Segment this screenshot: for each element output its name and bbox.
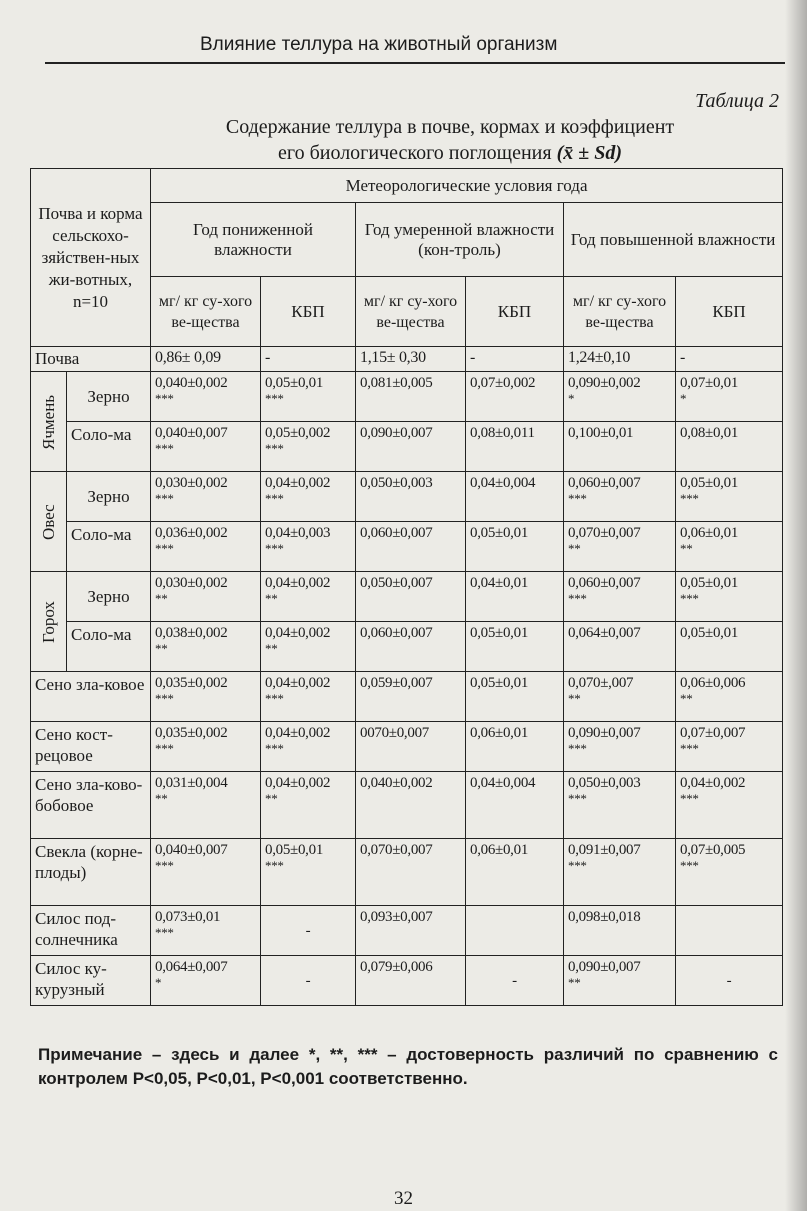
value-text: 0,100±0,01 (568, 425, 634, 441)
value-text: 0,098±0,018 (568, 909, 641, 925)
value-text: 0,070±0,007 (568, 525, 641, 541)
value-text: 0,040±0,007 (155, 425, 228, 441)
value-cell (466, 906, 564, 956)
significance-stars: *** (568, 491, 587, 506)
value-cell (151, 672, 261, 722)
significance-stars: ** (265, 591, 278, 606)
significance-stars: ** (265, 641, 278, 656)
table-label: Таблица 2 (695, 90, 779, 112)
significance-stars: ** (568, 541, 581, 556)
significance-stars: *** (680, 741, 699, 756)
value-cell (151, 956, 261, 1006)
value-text: 0,04±0,002 (265, 475, 331, 491)
value-cell (261, 906, 356, 956)
value-cell (466, 622, 564, 672)
value-cell (564, 372, 676, 422)
caption-formula: (x̄ ± Sd) (556, 142, 622, 164)
condition-moderate-humidity: Год умеренной влажности (кон-троль) (356, 203, 564, 277)
value-text: 0,070±,007 (568, 675, 634, 691)
value-cell (151, 347, 261, 372)
value-text: 0,04±0,002 (265, 575, 331, 591)
crop-group-name: Горох (38, 600, 58, 643)
col-mg-low: мг/ кг су-хого ве-щества (151, 277, 261, 347)
value-text: 0,04±0,002 (265, 675, 331, 691)
significance-stars: *** (155, 491, 174, 506)
significance-stars: *** (265, 691, 284, 706)
significance-stars: * (680, 391, 687, 406)
value-cell (564, 622, 676, 672)
value-cell (356, 372, 466, 422)
page-number: 32 (394, 1188, 413, 1209)
value-cell (466, 572, 564, 622)
significance-stars: *** (155, 391, 174, 406)
value-text: 0,050±0,007 (360, 575, 433, 591)
table-row (31, 772, 783, 839)
value-cell (261, 422, 356, 472)
table-row (31, 622, 783, 672)
value-text: 0,05±0,01 (680, 575, 739, 591)
value-cell (564, 772, 676, 839)
value-text: 0,030±0,002 (155, 575, 228, 591)
significance-stars: *** (155, 441, 174, 456)
value-text: 0,091±0,007 (568, 842, 641, 858)
value-cell (151, 722, 261, 772)
significance-stars: *** (265, 858, 284, 873)
value-cell (261, 372, 356, 422)
value-cell (261, 522, 356, 572)
value-cell (356, 906, 466, 956)
value-text: - (305, 922, 311, 939)
value-text: 0,07±0,002 (470, 375, 536, 391)
condition-high-humidity: Год повышенной влажности (564, 203, 783, 277)
value-text: 0,064±0,007 (155, 959, 228, 975)
value-text: 0,064±0,007 (568, 625, 641, 641)
value-text: 0,060±0,007 (360, 625, 433, 641)
row-label: Сено зла-ково-бобовое (31, 772, 151, 839)
value-text: 0,04±0,002 (265, 625, 331, 641)
value-text: 0,06±0,01 (680, 525, 739, 541)
table-row (31, 522, 783, 572)
condition-low-humidity: Год пониженной влажности (151, 203, 356, 277)
significance-stars: *** (568, 741, 587, 756)
value-cell (261, 672, 356, 722)
value-cell (261, 622, 356, 672)
row-label: Силос под-солнечника (31, 906, 151, 956)
value-text: 0,036±0,002 (155, 525, 228, 541)
significance-stars: *** (155, 741, 174, 756)
table-row (31, 472, 783, 522)
significance-stars: *** (265, 541, 284, 556)
col-mg-high: мг/ кг су-хого ве-щества (564, 277, 676, 347)
crop-group-label (31, 372, 67, 472)
value-cell (676, 722, 783, 772)
significance-stars: * (155, 975, 162, 990)
value-cell (356, 472, 466, 522)
row-label: Зерно (67, 572, 151, 622)
significance-stars: *** (680, 491, 699, 506)
row-label: Соло-ма (67, 622, 151, 672)
col-kbp-moderate: КБП (466, 277, 564, 347)
value-cell (676, 472, 783, 522)
value-cell (466, 347, 564, 372)
value-cell (261, 772, 356, 839)
value-cell (564, 347, 676, 372)
value-text: - (305, 972, 311, 989)
significance-stars: *** (680, 591, 699, 606)
value-cell (356, 839, 466, 906)
value-cell (151, 372, 261, 422)
value-cell (676, 372, 783, 422)
value-cell (356, 956, 466, 1006)
value-text: 0,05±0,002 (265, 425, 331, 441)
value-cell (261, 347, 356, 372)
value-text: 0,050±0,003 (360, 475, 433, 491)
value-cell (466, 839, 564, 906)
value-cell (466, 522, 564, 572)
col-kbp-high: КБП (676, 277, 783, 347)
value-text: 0,05±0,01 (265, 375, 324, 391)
value-text: 0,06±0,01 (470, 725, 529, 741)
value-cell (466, 956, 564, 1006)
value-cell (356, 347, 466, 372)
value-cell (676, 672, 783, 722)
value-cell (564, 906, 676, 956)
group-header: Метеорологические условия года (151, 169, 783, 203)
table-note: Примечание – здесь и далее *, **, *** – достоверность различий по сравнению с контролем P<0,05, P<0,01, P<0,001 соответственно. (38, 1045, 778, 1088)
value-cell (466, 472, 564, 522)
crop-group-name: Овес (38, 503, 58, 540)
value-cell (151, 772, 261, 839)
row-label: Сено зла-ковое (31, 672, 151, 722)
value-cell (261, 839, 356, 906)
value-text: 0,040±0,002 (360, 775, 433, 791)
significance-stars: *** (680, 858, 699, 873)
value-cell (356, 622, 466, 672)
significance-stars: *** (265, 391, 284, 406)
value-text: 0070±0,007 (360, 725, 429, 741)
value-text: 0,031±0,004 (155, 775, 228, 791)
value-text: 0,04±0,004 (470, 775, 536, 791)
significance-stars: *** (265, 741, 284, 756)
value-cell (466, 372, 564, 422)
value-text: 0,040±0,007 (155, 842, 228, 858)
row-soil (31, 347, 783, 372)
value-text: 0,04±0,002 (265, 725, 331, 741)
value-text: 0,04±0,004 (470, 475, 536, 491)
significance-stars: *** (680, 791, 699, 806)
value-cell (564, 572, 676, 622)
value-cell (261, 722, 356, 772)
value-text: 0,035±0,002 (155, 675, 228, 691)
value-cell (151, 906, 261, 956)
value-cell (466, 422, 564, 472)
value-text: 0,05±0,01 (680, 625, 739, 641)
value-text: 0,05±0,01 (680, 475, 739, 491)
header-row-1 (31, 169, 783, 203)
value-text: - (470, 349, 476, 366)
significance-stars: * (568, 391, 575, 406)
significance-stars: *** (265, 491, 284, 506)
value-text: 0,040±0,002 (155, 375, 228, 391)
value-cell (151, 572, 261, 622)
value-text: - (512, 972, 517, 989)
col-kbp-low: КБП (261, 277, 356, 347)
corner-header: Почва и корма сельскохо-зяйствен-ных жи-вотных, n=10 (31, 169, 151, 347)
value-text: 0,090±0,002 (568, 375, 641, 391)
col-mg-moderate: мг/ кг су-хого ве-щества (356, 277, 466, 347)
row-label: Соло-ма (67, 422, 151, 472)
value-cell (676, 956, 783, 1006)
row-label: Соло-ма (67, 522, 151, 572)
value-cell (466, 772, 564, 839)
value-cell (564, 956, 676, 1006)
value-cell (676, 572, 783, 622)
significance-stars: *** (155, 541, 174, 556)
value-text: 0,050±0,003 (568, 775, 641, 791)
value-cell (151, 522, 261, 572)
value-cell (151, 839, 261, 906)
value-text: 0,081±0,005 (360, 375, 433, 391)
value-cell (466, 722, 564, 772)
table-row (31, 722, 783, 772)
value-text: 0,04±0,003 (265, 525, 331, 541)
value-cell (564, 839, 676, 906)
value-cell (676, 347, 783, 372)
page-edge-shadow (785, 0, 807, 1211)
caption-line-2 (150, 140, 750, 166)
significance-stars: ** (680, 541, 693, 556)
header-rule (45, 62, 785, 64)
value-text: 0,05±0,01 (470, 625, 529, 641)
value-cell (151, 622, 261, 672)
row-label: Силос ку-курузный (31, 956, 151, 1006)
tellurium-table (30, 168, 783, 1006)
value-text: 0,06±0,006 (680, 675, 746, 691)
row-label: Свекла (корне-плоды) (31, 839, 151, 906)
value-cell (676, 839, 783, 906)
value-text: 0,86± 0,09 (155, 349, 221, 366)
significance-stars: ** (680, 691, 693, 706)
crop-group-name: Ячмень (38, 393, 58, 450)
value-cell (151, 422, 261, 472)
value-text: 0,070±0,007 (360, 842, 433, 858)
row-label: Зерно (67, 472, 151, 522)
table-row (31, 956, 783, 1006)
significance-stars: *** (568, 591, 587, 606)
significance-stars: ** (568, 691, 581, 706)
value-text: - (265, 349, 271, 366)
value-cell (261, 472, 356, 522)
value-text: 0,06±0,01 (470, 842, 529, 858)
row-label: Сено кост-рецовое (31, 722, 151, 772)
value-cell (676, 906, 783, 956)
value-cell (564, 422, 676, 472)
value-text: 0,035±0,002 (155, 725, 228, 741)
value-cell (564, 472, 676, 522)
table-row (31, 422, 783, 472)
value-cell (676, 422, 783, 472)
value-cell (564, 672, 676, 722)
value-text: 0,04±0,002 (265, 775, 331, 791)
table-row (31, 839, 783, 906)
significance-stars: *** (155, 858, 174, 873)
significance-stars: ** (155, 591, 168, 606)
value-text: 0,073±0,01 (155, 909, 221, 925)
value-text: - (726, 972, 732, 989)
value-text: 0,04±0,002 (680, 775, 746, 791)
value-text: 0,07±0,007 (680, 725, 746, 741)
value-cell (261, 572, 356, 622)
value-cell (356, 422, 466, 472)
value-cell (356, 672, 466, 722)
significance-stars: *** (568, 858, 587, 873)
row-label: Зерно (67, 372, 151, 422)
crop-group-label (31, 572, 67, 672)
table-row (31, 572, 783, 622)
value-cell (676, 772, 783, 839)
caption-line-1: Содержание теллура в почве, кормах и коэффициент (225, 116, 675, 138)
table-row (31, 372, 783, 422)
value-cell (564, 722, 676, 772)
value-text: 0,060±0,007 (360, 525, 433, 541)
significance-stars: *** (265, 441, 284, 456)
running-header: Влияние теллура на животный организм (200, 34, 558, 55)
significance-stars: ** (155, 641, 168, 656)
table-row (31, 672, 783, 722)
value-text: 0,08±0,011 (470, 425, 535, 441)
caption-line-2-text: его биологического поглощения (278, 142, 552, 164)
value-text: 0,05±0,01 (265, 842, 324, 858)
value-text: 0,038±0,002 (155, 625, 228, 641)
value-cell (356, 772, 466, 839)
value-text: 0,090±0,007 (360, 425, 433, 441)
value-text: 0,090±0,007 (568, 959, 641, 975)
significance-stars: *** (155, 691, 174, 706)
significance-stars: ** (155, 791, 168, 806)
value-cell (151, 472, 261, 522)
value-text: - (680, 349, 686, 366)
value-text: 0,079±0,006 (360, 959, 433, 975)
significance-stars: *** (155, 925, 174, 940)
value-cell (564, 522, 676, 572)
significance-stars: ** (568, 975, 581, 990)
value-text: 1,15± 0,30 (360, 349, 426, 366)
value-cell (466, 672, 564, 722)
value-text: 1,24±0,10 (568, 349, 631, 366)
value-text: 0,059±0,007 (360, 675, 433, 691)
row-label: Почва (31, 347, 151, 372)
value-cell (356, 572, 466, 622)
value-text: 0,08±0,01 (680, 425, 739, 441)
value-text: 0,04±0,01 (470, 575, 529, 591)
significance-stars: *** (568, 791, 587, 806)
value-text: 0,060±0,007 (568, 575, 641, 591)
value-text: 0,05±0,01 (470, 675, 529, 691)
value-cell (676, 622, 783, 672)
value-cell (261, 956, 356, 1006)
value-text: 0,07±0,01 (680, 375, 739, 391)
table-row (31, 906, 783, 956)
value-text: 0,090±0,007 (568, 725, 641, 741)
significance-stars: ** (265, 791, 278, 806)
value-cell (356, 722, 466, 772)
value-text: 0,060±0,007 (568, 475, 641, 491)
value-text: 0,093±0,007 (360, 909, 433, 925)
value-cell (676, 522, 783, 572)
value-text: 0,07±0,005 (680, 842, 746, 858)
value-text: 0,030±0,002 (155, 475, 228, 491)
table-caption (150, 114, 750, 166)
value-text: 0,05±0,01 (470, 525, 529, 541)
crop-group-label (31, 472, 67, 572)
value-cell (356, 522, 466, 572)
